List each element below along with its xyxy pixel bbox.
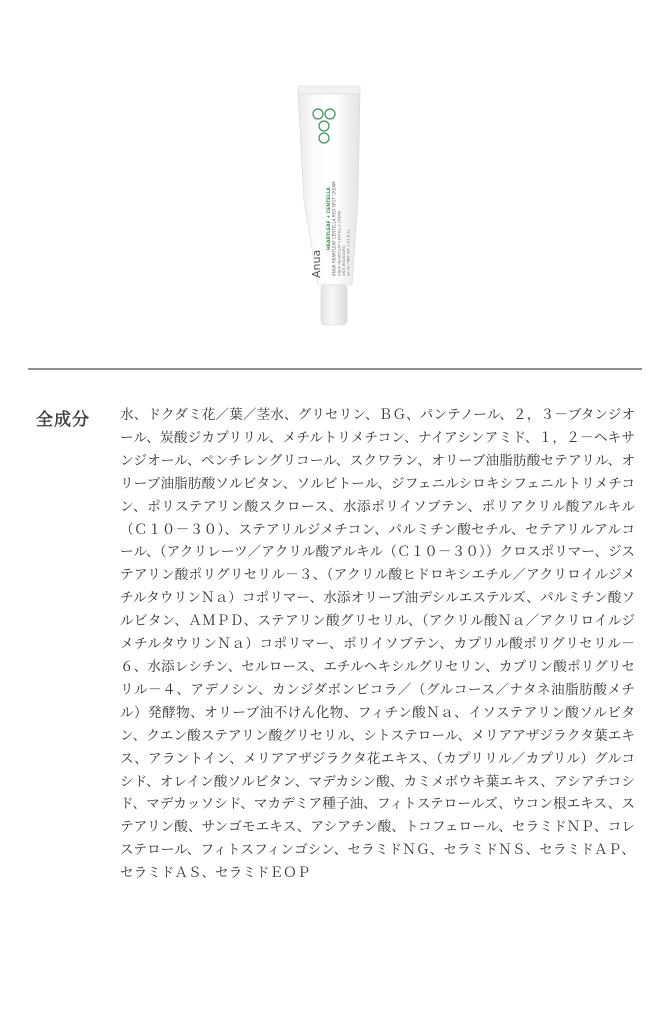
product-image-area bbox=[0, 0, 670, 360]
tube-line-1: HEARTLEAF + CENTELLA bbox=[327, 187, 332, 250]
tube-line-4: ANTI-ROUGEURS bbox=[342, 245, 346, 276]
tube-line-2: ANUA HEARTLEAF CENTELLA RED SPOT CREAM bbox=[331, 181, 337, 276]
section-divider bbox=[28, 368, 642, 370]
brand-logo-text: Anua bbox=[310, 249, 323, 278]
tube-line-3: ANUA HEARTLEAF CENTELLA CRÈME bbox=[337, 210, 342, 276]
cream-tube-image bbox=[290, 80, 370, 330]
tube-line-5: 30 ml / NET WT. 1.01 fl.oz. bbox=[346, 228, 351, 276]
ingredients-label: 全成分 bbox=[36, 410, 90, 430]
ingredients-list: 水、ドクダミ花／葉／茎水、グリセリン、ＢＧ、パンテノール、２，３－ブタンジオール、炭酸ジカプリリル、メチルトリメチコン、ナイアシンアミド、１，２－ヘキサンジオール、ペンチレングリコール、スクワラン、オリーブ油脂肪酸セテアリル、オリーブ油脂肪酸ソルビタン、ソルビトール、ジフェニルシロキシフェニルトリメチコン、ポリステアリン酸スクロース、水添ポリイソブテン、ポリアクリル酸アルキル（Ｃ１０－３０）、ステアリルジメチコン、パルミチン酸セチル、セテアリルアルコール、（アクリレーツ／アクリル酸アルキル（Ｃ１０－３０））クロスポリマー、ジステアリン酸ポリグリセリル－３、（アクリル酸ヒドロキシエチル／アクリロイルジメチルタウリンＮａ）コポリマー、水添オリーブ油デシルエステルズ、パルミチン酸ソルビタン、ＡＭＰＤ、ステアリン酸グリセリル、（アクリル酸Ｎａ／アクリロイルジメチルタウリンＮａ）コポリマー、ポリイソブテン、カプリル酸ポリグリセリル－６、水添レシチン、セルロース、エチルヘキシルグリセリン、カプリン酸ポリグリセリル－４、アデノシン、カンジダボンビコラ／（グルコース／ナタネ油脂肪酸メチル）発酵物、オリーブ油不けん化物、フィチン酸Ｎａ、イソステアリン酸ソルビタン、クエン酸ステアリン酸グリセリル、シトステロール、メリアアザジラクタ葉エキス、アラントイン、メリアアザジラクタ花エキス、（カプリリル／カプリル）グルコシド、オレイン酸ソルビタン、マデカシン酸、カミメボウキ葉エキス、アシアチコシド、マデカッソシド、マカデミア種子油、フィトステロールズ、ウコン根エキス、ステアリン酸、サンゴモエキス、アシアチン酸、トコフェロール、セラミドＮＰ、コレステロール、フィトスフィンゴシン、セラミドＮＧ、セラミドＮＳ、セラミドＡＰ、セラミドＡＳ、セラミドＥＯＰ bbox=[120, 407, 635, 882]
